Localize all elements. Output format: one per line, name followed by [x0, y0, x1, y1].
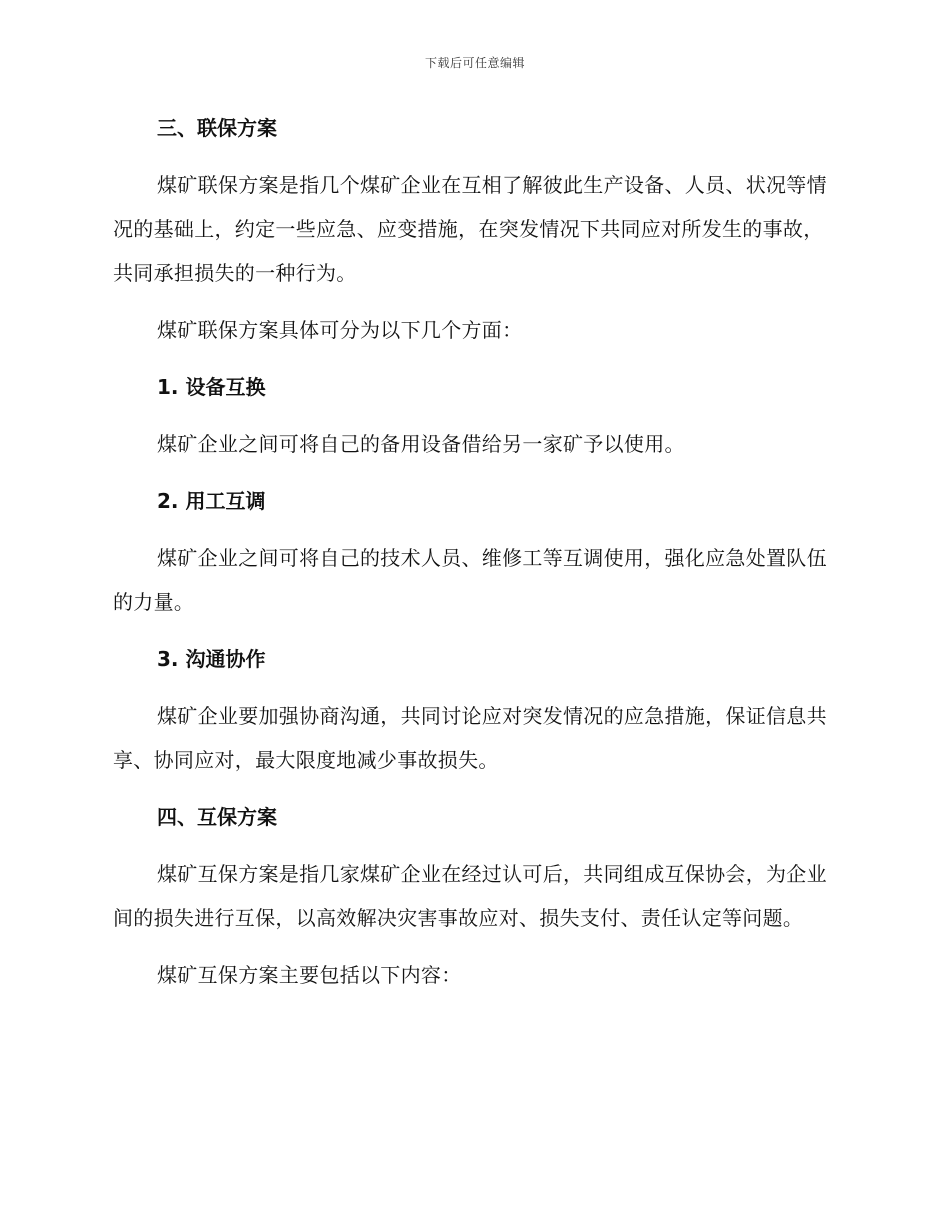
section-3-paragraph-1: 煤矿联保方案是指几个煤矿企业在互相了解彼此生产设备、人员、状况等情况的基础上，约定一些应急、应变措施，在突发情况下共同应对所发生的事故，共同承担损失的一种行为。 [113, 173, 827, 285]
item-3-heading: 3. 沟通协作 [157, 647, 266, 671]
item-2-heading: 2. 用工互调 [157, 489, 266, 513]
item-3-paragraph: 煤矿企业要加强协商沟通，共同讨论应对突发情况的应急措施，保证信息共享、协同应对，最大限度地减少事故损失。 [113, 704, 827, 772]
section-4-heading: 四、互保方案 [157, 805, 277, 829]
section-4-paragraph-2: 煤矿互保方案主要包括以下内容： [157, 963, 462, 987]
section-3-paragraph-2: 煤矿联保方案具体可分为以下几个方面： [157, 318, 523, 342]
document-body [113, 106, 833, 997]
section-4-paragraph-1: 煤矿互保方案是指几家煤矿企业在经过认可后，共同组成互保协会，为企业间的损失进行互保，以高效解决灾害事故应对、损失支付、责任认定等问题。 [113, 862, 827, 930]
page-header: 下载后可任意编辑 [424, 56, 525, 70]
item-1-paragraph: 煤矿企业之间可将自己的备用设备借给另一家矿予以使用。 [157, 432, 685, 456]
section-3-heading: 三、联保方案 [157, 116, 277, 140]
item-1-heading: 1. 设备互换 [157, 375, 266, 399]
item-2-paragraph: 煤矿企业之间可将自己的技术人员、维修工等互调使用，强化应急处置队伍的力量。 [113, 546, 827, 614]
